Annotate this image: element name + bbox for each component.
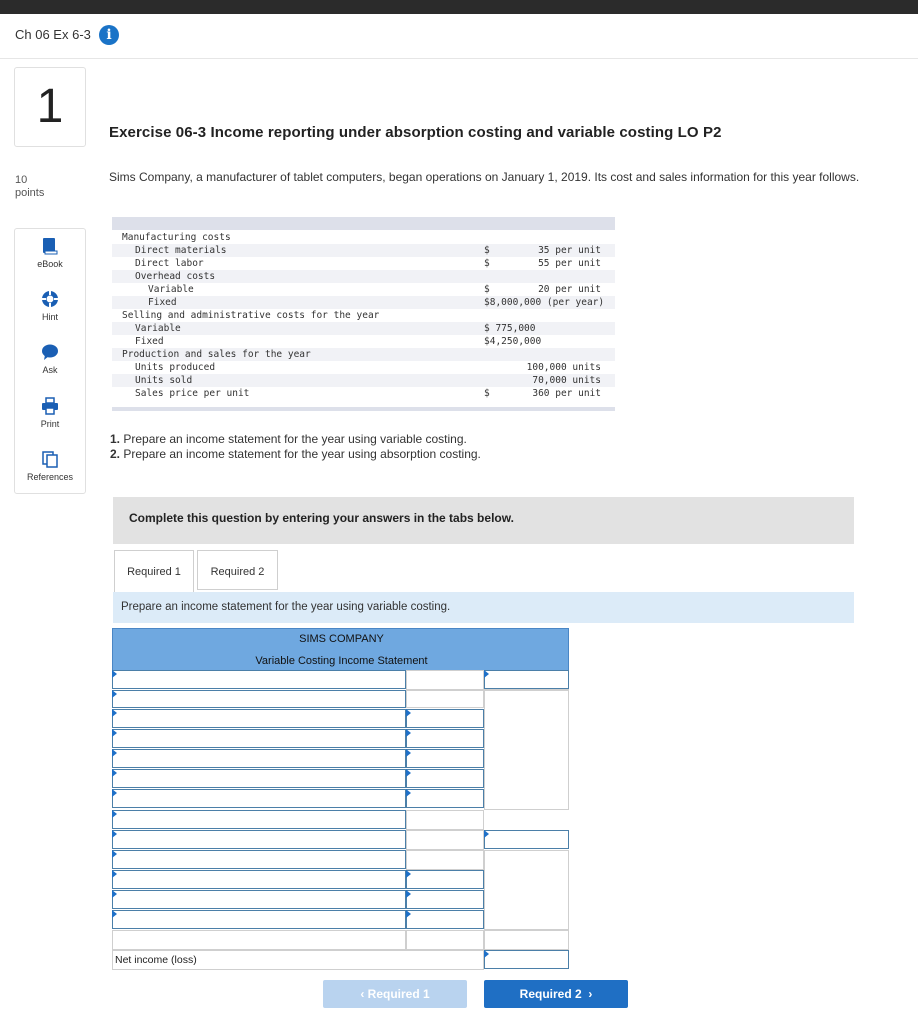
tab-prompt xyxy=(113,592,854,623)
data-row-value: 100,000 units xyxy=(526,362,601,373)
data-row xyxy=(112,296,615,309)
line-item-input[interactable] xyxy=(112,769,406,788)
data-row-value: $8,000,000 (per year) xyxy=(484,297,605,308)
tool-print-label: Print xyxy=(40,419,60,429)
instruction-2-number: 2. xyxy=(110,447,121,461)
instruction-1 xyxy=(110,432,481,447)
amount-input[interactable] xyxy=(484,830,569,849)
data-row-label: Direct materials xyxy=(135,245,227,256)
data-row xyxy=(112,322,615,335)
info-icon[interactable]: i xyxy=(99,25,119,45)
chevron-right-icon: › xyxy=(581,987,593,1001)
points-text: points xyxy=(15,187,45,199)
instruction-2-text: Prepare an income statement for the year using absorption costing. xyxy=(120,447,481,461)
tool-print[interactable] xyxy=(15,397,85,429)
statement-header xyxy=(112,628,569,671)
amount-input[interactable] xyxy=(406,769,484,788)
references-icon xyxy=(41,450,59,468)
tool-ebook[interactable] xyxy=(15,237,85,269)
top-bar xyxy=(0,0,918,14)
data-row xyxy=(112,244,615,257)
statement-title: Variable Costing Income Statement xyxy=(255,655,428,667)
line-item-input[interactable] xyxy=(112,870,406,889)
points-label xyxy=(15,174,44,200)
exercise-intro: Sims Company, a manufacturer of tablet computers, began operations on January 1, 2019. Its cost and sales information for this year follows. xyxy=(109,170,860,184)
data-row-dollar: $ xyxy=(484,284,490,295)
data-row xyxy=(112,361,615,374)
instruction-1-number: 1. xyxy=(110,432,121,446)
data-row xyxy=(112,335,615,348)
data-row xyxy=(112,387,615,400)
points-value: 10 xyxy=(15,174,28,186)
net-income-label: Net income (loss) xyxy=(115,954,197,966)
question-number: 1 xyxy=(14,67,86,147)
data-row-label: Variable xyxy=(135,323,181,334)
data-row-label: Units produced xyxy=(135,362,216,373)
amount-input[interactable] xyxy=(406,709,484,728)
data-row xyxy=(112,309,615,322)
line-item-input[interactable] xyxy=(112,789,406,808)
label-cell xyxy=(112,930,406,950)
cost-data-table xyxy=(112,217,615,411)
prev-button-label: Required 1 xyxy=(367,987,430,1001)
amount-input[interactable] xyxy=(406,729,484,748)
data-row-label: Direct labor xyxy=(135,258,204,269)
col3-cell xyxy=(484,930,569,950)
statement-company: SIMS COMPANY xyxy=(299,633,384,645)
net-income-input[interactable] xyxy=(484,950,569,969)
print-icon xyxy=(41,397,59,415)
amount-input[interactable] xyxy=(406,749,484,768)
data-row-label: Units sold xyxy=(135,375,193,386)
title-bar xyxy=(0,14,918,59)
complete-question-text: Complete this question by entering your answers in the tabs below. xyxy=(129,511,514,525)
tool-hint[interactable] xyxy=(15,290,85,322)
statement-grid xyxy=(112,670,569,970)
col3-block xyxy=(484,690,569,810)
ask-icon xyxy=(41,343,59,361)
line-item-input[interactable] xyxy=(112,890,406,909)
col2-cell xyxy=(406,850,484,870)
data-row xyxy=(112,231,615,244)
next-button-label: Required 2 xyxy=(519,987,582,1001)
instruction-2 xyxy=(110,447,481,462)
data-row-dollar: $ xyxy=(484,245,490,256)
amount-input[interactable] xyxy=(484,670,569,689)
line-item-input[interactable] xyxy=(112,910,406,929)
tool-references-label: References xyxy=(26,472,74,482)
line-item-input[interactable] xyxy=(112,850,406,869)
tab-prompt-text: Prepare an income statement for the year using variable costing. xyxy=(121,601,451,613)
data-row-dollar: $ xyxy=(484,258,490,269)
prev-required-button[interactable] xyxy=(323,980,467,1008)
tab-required-1[interactable]: Required 1 xyxy=(114,550,194,592)
data-row xyxy=(112,283,615,296)
amount-input[interactable] xyxy=(406,890,484,909)
data-row xyxy=(112,348,615,361)
amount-input[interactable] xyxy=(406,789,484,808)
complete-question-box xyxy=(113,497,854,544)
col2-cell xyxy=(406,670,484,690)
tool-hint-label: Hint xyxy=(41,312,58,322)
tool-references[interactable] xyxy=(15,450,85,482)
line-item-input[interactable] xyxy=(112,670,406,689)
data-row-value: 20 per unit xyxy=(538,284,601,295)
tab-required-2[interactable]: Required 2 xyxy=(197,550,278,590)
amount-input[interactable] xyxy=(406,910,484,929)
data-row-value: 70,000 units xyxy=(532,375,601,386)
next-required-button[interactable] xyxy=(484,980,628,1008)
col3-block xyxy=(484,850,569,930)
amount-input[interactable] xyxy=(406,870,484,889)
data-row xyxy=(112,257,615,270)
col2-cell xyxy=(406,810,484,830)
data-row-label: Sales price per unit xyxy=(135,388,250,399)
data-row-label: Production and sales for the year xyxy=(122,349,311,360)
line-item-input[interactable] xyxy=(112,690,406,708)
line-item-input[interactable] xyxy=(112,810,406,829)
data-row-label: Manufacturing costs xyxy=(122,232,231,243)
data-row-value: 35 per unit xyxy=(538,245,601,256)
line-item-input[interactable] xyxy=(112,749,406,768)
tool-ebook-label: eBook xyxy=(37,259,63,269)
page-title: Ch 06 Ex 6-3 xyxy=(15,27,91,42)
exercise-title: Exercise 06-3 Income reporting under absorption costing and variable costing LO P2 xyxy=(109,124,722,141)
chevron-left-icon: ‹ xyxy=(360,987,368,1001)
data-row-value: $ 775,000 xyxy=(484,323,536,334)
data-row xyxy=(112,270,615,283)
tool-ask[interactable] xyxy=(15,343,85,375)
data-row-label: Fixed xyxy=(148,297,177,308)
ebook-icon xyxy=(42,237,58,255)
data-row xyxy=(112,374,615,387)
data-row-dollar: $ xyxy=(484,388,490,399)
line-item-input[interactable] xyxy=(112,729,406,748)
col2-cell xyxy=(406,830,484,850)
data-row-value: $4,250,000 xyxy=(484,336,542,347)
instructions xyxy=(110,432,481,462)
col2-cell xyxy=(406,690,484,708)
side-tools xyxy=(14,228,86,494)
line-item-input[interactable] xyxy=(112,830,406,849)
data-row-value: 55 per unit xyxy=(538,258,601,269)
line-item-input[interactable] xyxy=(112,709,406,728)
hint-icon xyxy=(41,290,59,308)
data-row-label: Variable xyxy=(148,284,194,295)
data-row-label: Selling and administrative costs for the year xyxy=(122,310,380,321)
col2-cell xyxy=(406,930,484,950)
tool-ask-label: Ask xyxy=(42,365,58,375)
data-row-label: Overhead costs xyxy=(135,271,216,282)
instruction-1-text: Prepare an income statement for the year using variable costing. xyxy=(120,432,467,446)
data-row-value: 360 per unit xyxy=(532,388,601,399)
data-row-label: Fixed xyxy=(135,336,164,347)
